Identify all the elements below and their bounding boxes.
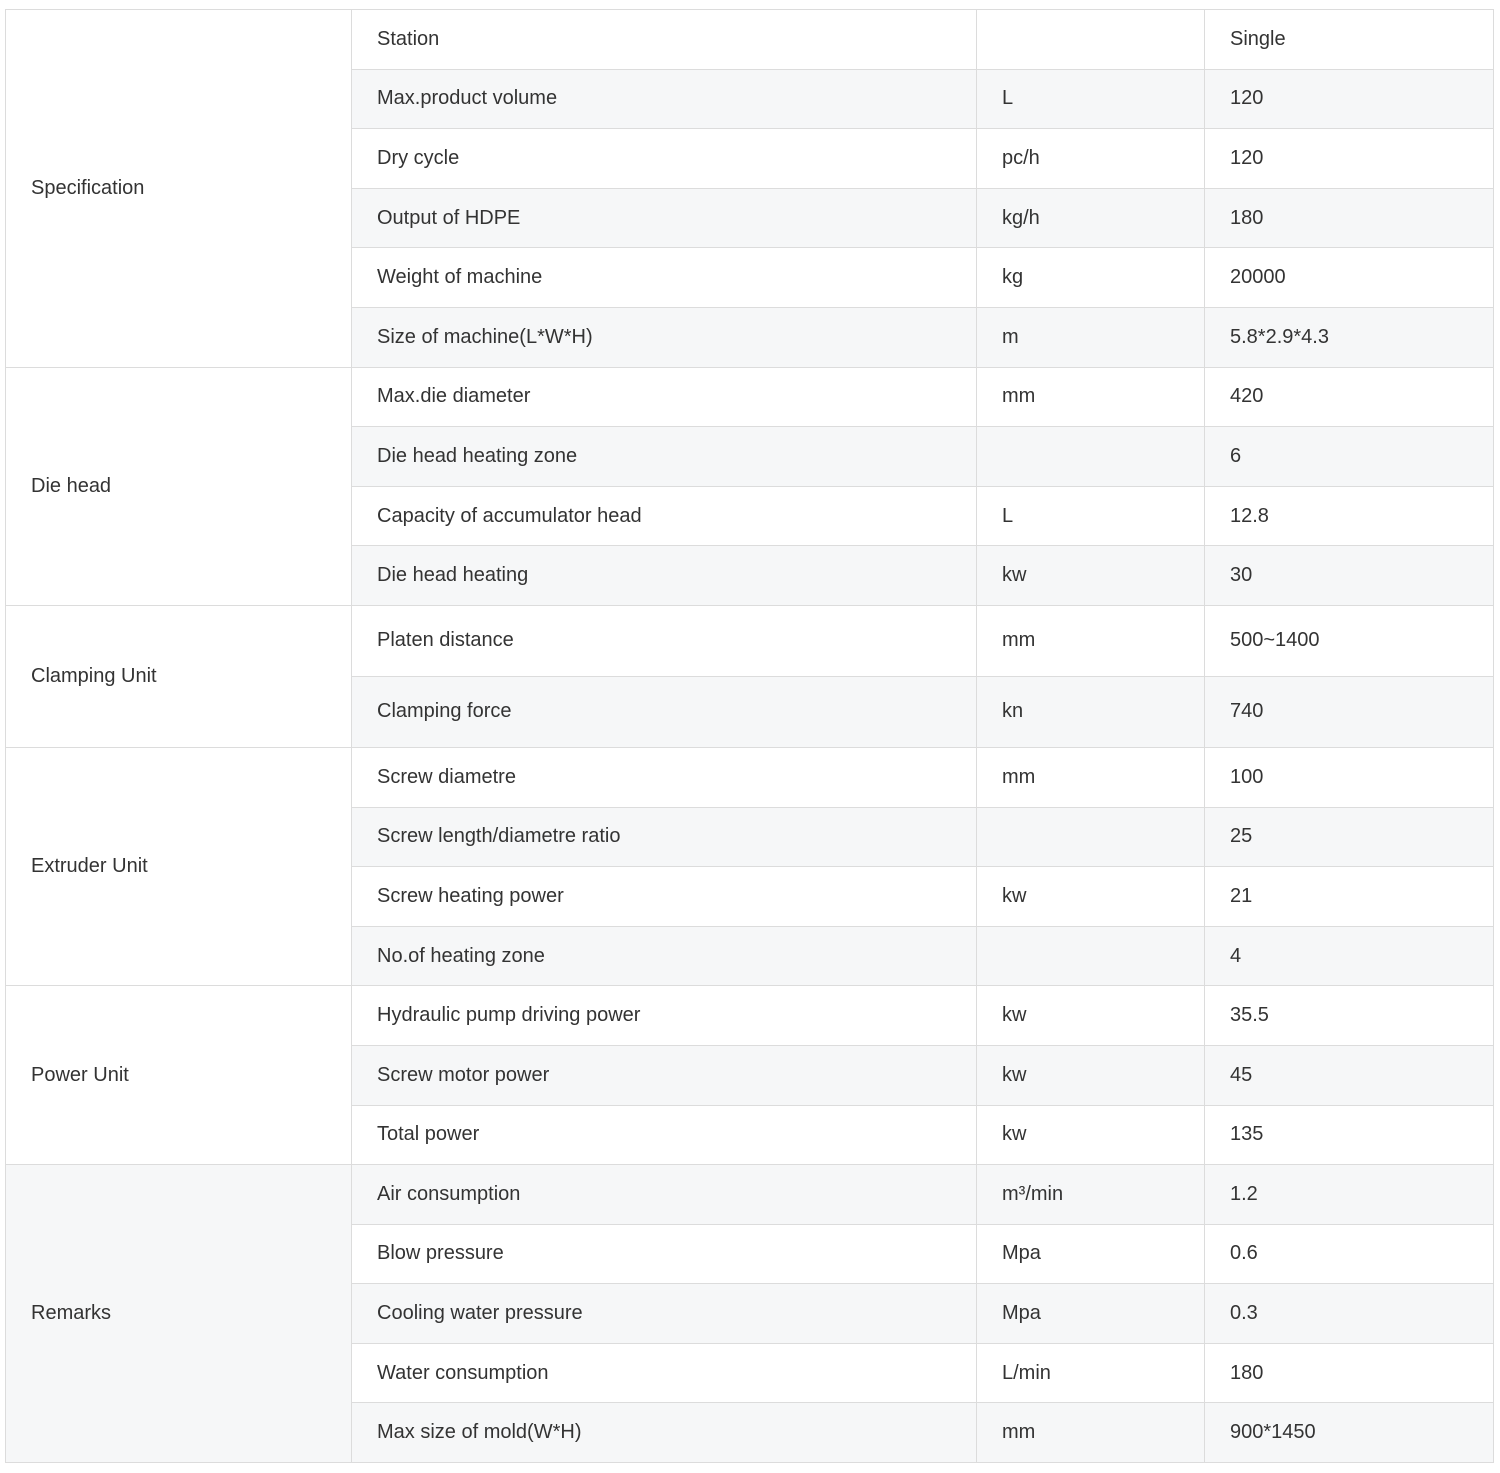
unit-cell: mm bbox=[977, 367, 1205, 427]
unit-cell: kn bbox=[977, 676, 1205, 747]
unit-cell: kw bbox=[977, 986, 1205, 1046]
value-cell: 120 bbox=[1205, 129, 1494, 189]
value-cell: 45 bbox=[1205, 1045, 1494, 1105]
param-cell: Output of HDPE bbox=[352, 188, 977, 248]
unit-cell: m³/min bbox=[977, 1165, 1205, 1225]
param-cell: Total power bbox=[352, 1105, 977, 1165]
value-cell: 12.8 bbox=[1205, 486, 1494, 546]
group-label: Power Unit bbox=[6, 986, 352, 1165]
param-cell: Clamping force bbox=[352, 676, 977, 747]
param-cell: Max.product volume bbox=[352, 69, 977, 129]
param-cell: Station bbox=[352, 10, 977, 70]
param-cell: Capacity of accumulator head bbox=[352, 486, 977, 546]
spec-table bbox=[5, 9, 1494, 1463]
unit-cell: pc/h bbox=[977, 129, 1205, 189]
group-label: Remarks bbox=[6, 1165, 352, 1463]
param-cell: Size of machine(L*W*H) bbox=[352, 307, 977, 367]
value-cell: 21 bbox=[1205, 867, 1494, 927]
param-cell: Water consumption bbox=[352, 1343, 977, 1403]
value-cell: 120 bbox=[1205, 69, 1494, 129]
value-cell: 1.2 bbox=[1205, 1165, 1494, 1225]
unit-cell: kg/h bbox=[977, 188, 1205, 248]
param-cell: Platen distance bbox=[352, 605, 977, 676]
value-cell: 900*1450 bbox=[1205, 1403, 1494, 1463]
value-cell: 135 bbox=[1205, 1105, 1494, 1165]
value-cell: 740 bbox=[1205, 676, 1494, 747]
unit-cell: m bbox=[977, 307, 1205, 367]
unit-cell: kw bbox=[977, 1045, 1205, 1105]
spec-table-body bbox=[6, 10, 1494, 1463]
param-cell: Screw heating power bbox=[352, 867, 977, 927]
unit-cell: kg bbox=[977, 248, 1205, 308]
unit-cell: L/min bbox=[977, 1343, 1205, 1403]
param-cell: Blow pressure bbox=[352, 1224, 977, 1284]
param-cell: Screw diametre bbox=[352, 747, 977, 807]
value-cell: 180 bbox=[1205, 188, 1494, 248]
unit-cell: Mpa bbox=[977, 1284, 1205, 1344]
value-cell: 420 bbox=[1205, 367, 1494, 427]
table-row bbox=[6, 10, 1494, 70]
unit-cell: kw bbox=[977, 867, 1205, 927]
unit-cell: L bbox=[977, 486, 1205, 546]
unit-cell: mm bbox=[977, 1403, 1205, 1463]
value-cell: 35.5 bbox=[1205, 986, 1494, 1046]
group-label: Extruder Unit bbox=[6, 747, 352, 985]
unit-cell: L bbox=[977, 69, 1205, 129]
param-cell: Air consumption bbox=[352, 1165, 977, 1225]
unit-cell: kw bbox=[977, 546, 1205, 606]
value-cell: 0.3 bbox=[1205, 1284, 1494, 1344]
table-row bbox=[6, 986, 1494, 1046]
value-cell: 100 bbox=[1205, 747, 1494, 807]
table-row bbox=[6, 367, 1494, 427]
param-cell: Die head heating zone bbox=[352, 427, 977, 487]
group-label: Specification bbox=[6, 10, 352, 368]
unit-cell: mm bbox=[977, 747, 1205, 807]
unit-cell: kw bbox=[977, 1105, 1205, 1165]
value-cell: 25 bbox=[1205, 807, 1494, 867]
unit-cell bbox=[977, 427, 1205, 487]
group-label: Die head bbox=[6, 367, 352, 605]
unit-cell bbox=[977, 926, 1205, 986]
param-cell: Screw motor power bbox=[352, 1045, 977, 1105]
param-cell: Screw length/diametre ratio bbox=[352, 807, 977, 867]
param-cell: Hydraulic pump driving power bbox=[352, 986, 977, 1046]
value-cell: 30 bbox=[1205, 546, 1494, 606]
value-cell: 4 bbox=[1205, 926, 1494, 986]
value-cell: 5.8*2.9*4.3 bbox=[1205, 307, 1494, 367]
unit-cell bbox=[977, 10, 1205, 70]
value-cell: Single bbox=[1205, 10, 1494, 70]
value-cell: 20000 bbox=[1205, 248, 1494, 308]
unit-cell bbox=[977, 807, 1205, 867]
value-cell: 0.6 bbox=[1205, 1224, 1494, 1284]
value-cell: 500~1400 bbox=[1205, 605, 1494, 676]
table-row bbox=[6, 747, 1494, 807]
param-cell: Dry cycle bbox=[352, 129, 977, 189]
value-cell: 180 bbox=[1205, 1343, 1494, 1403]
param-cell: Max size of mold(W*H) bbox=[352, 1403, 977, 1463]
table-row bbox=[6, 605, 1494, 676]
unit-cell: Mpa bbox=[977, 1224, 1205, 1284]
param-cell: Cooling water pressure bbox=[352, 1284, 977, 1344]
group-label: Clamping Unit bbox=[6, 605, 352, 747]
param-cell: No.of heating zone bbox=[352, 926, 977, 986]
table-row bbox=[6, 1165, 1494, 1225]
param-cell: Max.die diameter bbox=[352, 367, 977, 427]
param-cell: Weight of machine bbox=[352, 248, 977, 308]
unit-cell: mm bbox=[977, 605, 1205, 676]
value-cell: 6 bbox=[1205, 427, 1494, 487]
param-cell: Die head heating bbox=[352, 546, 977, 606]
